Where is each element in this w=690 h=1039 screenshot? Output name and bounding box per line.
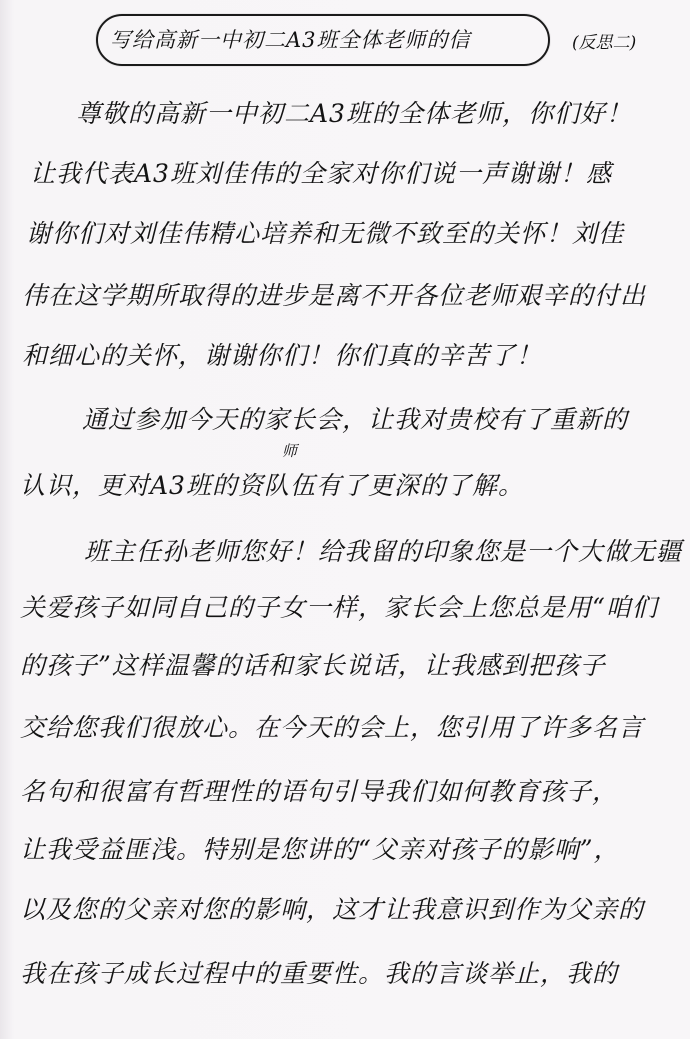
text-line: 关爱孩子如同自己的子女一样，家长会上您总是用“咱们 — [20, 593, 658, 622]
text-line: 认识，更对A3班的资队伍有了更深的了解。 — [20, 471, 524, 500]
text-line: 以及您的父亲对您的影响，这才让我意识到作为父亲的 — [20, 895, 645, 924]
text-line: 伟在这学期所取得的进步是离不开各位老师艰辛的付出 — [22, 281, 647, 310]
insertion-mark: 师 — [282, 442, 298, 460]
text-line: 我在孩子成长过程中的重要性。我的言谈举止，我的 — [20, 959, 619, 988]
text-line: 交给您我们很放心。在今天的会上，您引用了许多名言 — [20, 713, 645, 742]
text-line: 尊敬的高新一中初二A3班的全体老师，你们好！ — [76, 99, 632, 128]
letter-heading — [0, 12, 690, 68]
text-line: 让我代表A3班刘佳伟的全家对你们说一声谢谢！感 — [30, 159, 612, 188]
text-line: 的孩子”这样温馨的话和家长说话，让我感到把孩子 — [20, 651, 606, 680]
letter-title: 写给高新一中初二A3班全体老师的信 — [110, 28, 471, 52]
title-note: (反思二) — [572, 33, 637, 53]
text-line: 和细心的关怀，谢谢你们！你们真的辛苦了！ — [22, 341, 543, 370]
text-line: 名句和很富有哲理性的语句引导我们如何教育孩子， — [20, 777, 619, 806]
text-line: 班主任孙老师您好！给我留的印象您是一个大做无疆 — [84, 537, 683, 566]
text-line: 谢你们对刘佳伟精心培养和无微不致至的关怀！刘佳 — [26, 219, 625, 248]
text-line: 通过参加今天的家长会，让我对贵校有了重新的 — [82, 405, 629, 434]
text-line: 让我受益匪浅。特别是您讲的“父亲对孩子的影响”， — [20, 835, 620, 864]
